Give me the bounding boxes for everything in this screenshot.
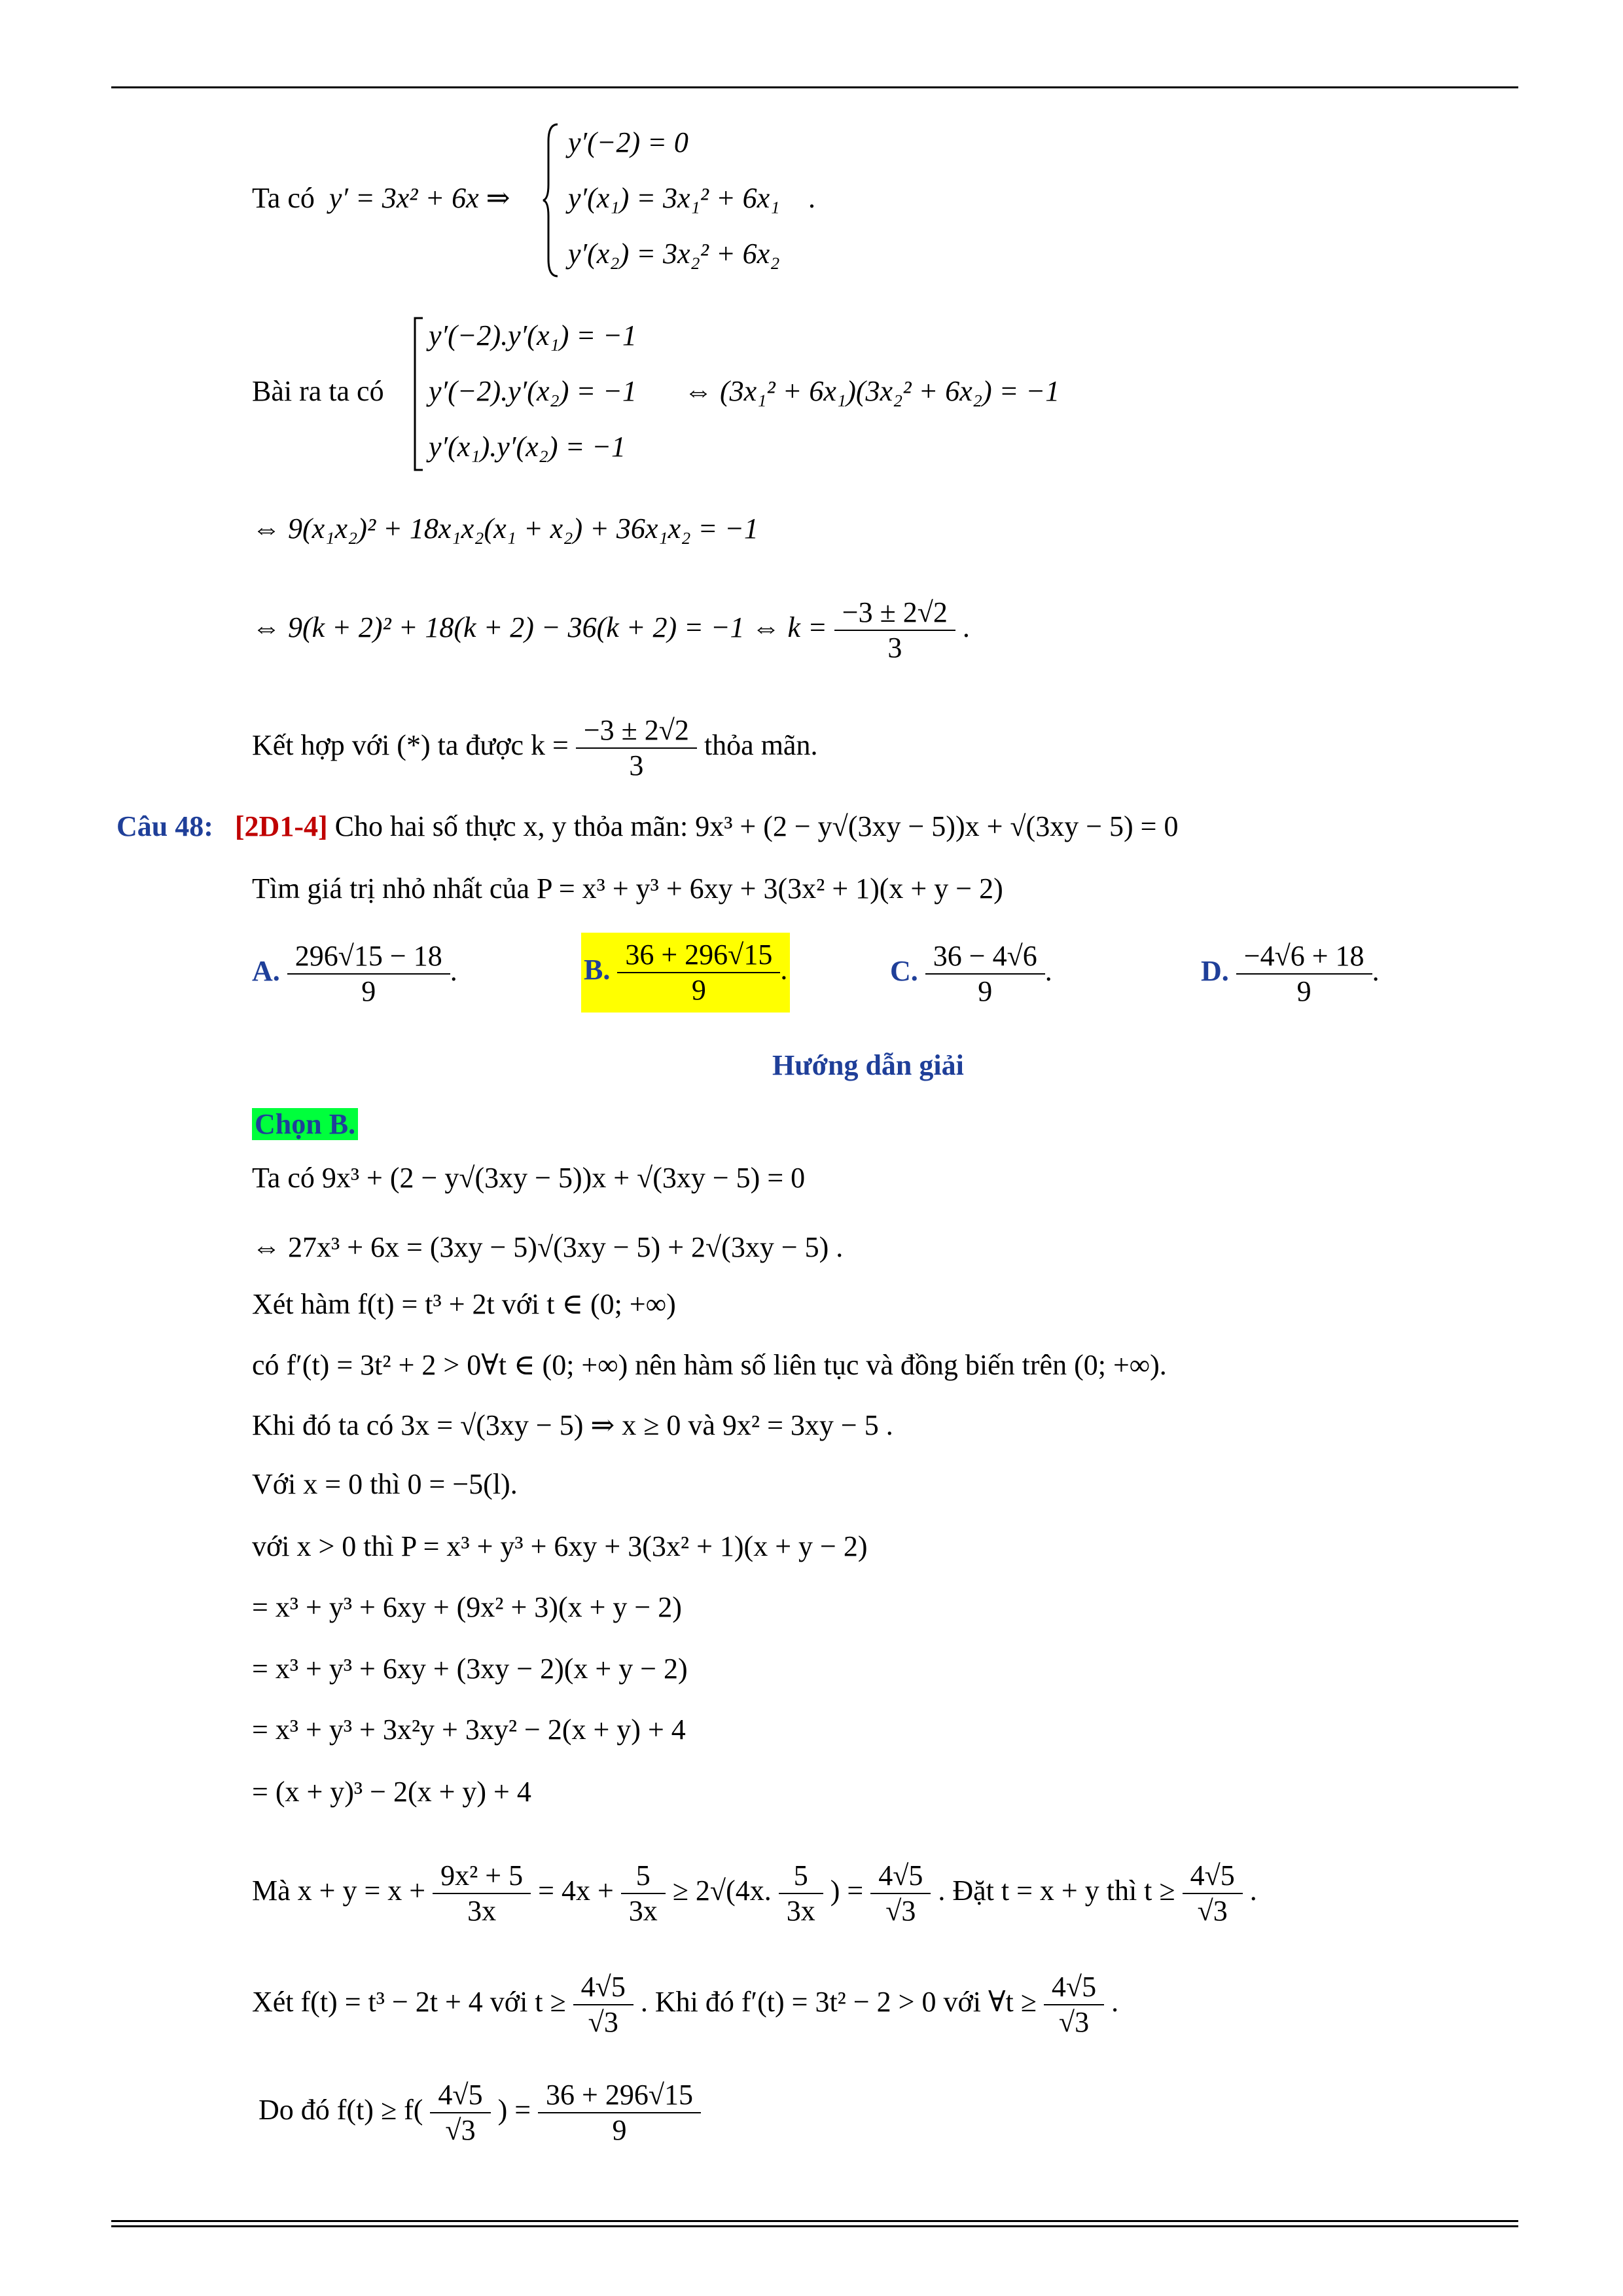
ma-f3n: 5 — [793, 1859, 808, 1892]
xet-end: . — [1111, 1986, 1119, 2018]
option-a-den: 9 — [287, 973, 450, 1009]
option-d-fraction — [1240, 939, 1368, 1009]
ma-f5d: √3 — [1183, 1893, 1243, 1928]
option-b-letter: B. — [584, 954, 611, 986]
option-a-letter: A. — [252, 955, 280, 988]
ma-end: . — [1249, 1874, 1257, 1907]
line5-left: Kết hợp với (*) ta được k = — [252, 729, 569, 762]
equivalence-line-2 — [252, 596, 970, 665]
equivalence-line-1: ⇔ 9(x₁x₂)² + 18x₁x₂(x₁ + x₂) + 36x₁x₂ = −1 — [252, 512, 758, 545]
ma-frac-5 — [1186, 1859, 1239, 1928]
question-task: Tìm giá trị nhỏ nhất của P = x³ + y³ + 6xy + 3(3x² + 1)(x + y − 2) — [252, 872, 1003, 905]
option-b-den: 9 — [617, 972, 780, 1007]
solution-heading: Hướng dẫn giải — [772, 1049, 964, 1081]
ma-frac-1 — [437, 1859, 527, 1928]
option-b-fraction — [621, 938, 776, 1007]
option-c[interactable]: C. $\frac{36 - 4√6}{9}$ . — [890, 940, 1052, 1007]
step-5: Khi đó ta có 3x = √(3xy − 5) ⇒ x ≥ 0 và 9x² = 3xy − 5 . — [252, 1409, 893, 1441]
block1-sys-eq1: y′(−2) = 0 — [568, 126, 688, 158]
xet-f2d: √3 — [1044, 2004, 1104, 2039]
option-c-num: 36 − 4√6 — [933, 940, 1037, 972]
header-rule — [111, 86, 1518, 88]
block2-bracket — [412, 315, 425, 473]
option-b-num: 36 + 296√15 — [625, 939, 773, 971]
step-7: với x > 0 thì P = x³ + y³ + 6xy + 3(3x² + 1)(x + y − 2) — [252, 1530, 868, 1562]
ma-c: ≥ 2√(4x. — [672, 1874, 772, 1907]
step-11: = (x + y)³ − 2(x + y) + 4 — [252, 1776, 531, 1808]
option-a-fraction — [291, 939, 446, 1009]
question-code: [2D1-4] — [234, 810, 328, 842]
step-6: Với x = 0 thì 0 = −5(l). — [252, 1468, 518, 1500]
block2-sys-eq1: y′(−2).y′(x₁) = −1 — [429, 319, 637, 351]
line4-fraction — [838, 596, 952, 665]
do-a: Do đó f(t) ≥ f( — [259, 2094, 423, 2126]
ma-f5n: 4√5 — [1190, 1859, 1235, 1892]
block2-sys-eq2: y′(−2).y′(x₂) = −1 — [429, 375, 637, 407]
xet-frac-1 — [577, 1970, 630, 2039]
question-line — [116, 808, 1179, 845]
block2-tail: ⇔ (3x₁² + 6x₁)(3x₂² + 6x₂) = −1 — [684, 375, 1060, 407]
do-f1n: 4√5 — [438, 2079, 483, 2111]
xet-a: Xét f(t) = t³ − 2t + 4 với t ≥ — [252, 1986, 566, 2018]
ma-d: ) = — [830, 1874, 864, 1907]
ma-f4n: 4√5 — [878, 1859, 923, 1892]
line4-end: . — [962, 611, 970, 644]
option-d-letter: D. — [1201, 955, 1229, 988]
option-c-letter: C. — [890, 955, 918, 988]
chosen-answer: Chọn B. — [252, 1108, 358, 1140]
option-c-fraction — [929, 939, 1041, 1009]
ma-f1d: 3x — [433, 1893, 531, 1928]
footer-rule-1 — [111, 2220, 1518, 2222]
ma-frac-3 — [783, 1859, 819, 1928]
ma-e: . Đặt t = x + y thì t ≥ — [938, 1874, 1175, 1907]
step-9: = x³ + y³ + 6xy + (3xy − 2)(x + y − 2) — [252, 1653, 688, 1685]
block1-lead-line — [252, 180, 510, 217]
ma-a: Mà x + y = x + — [252, 1874, 426, 1907]
ma-f2d: 3x — [621, 1893, 666, 1928]
do-f2n: 36 + 296√15 — [546, 2079, 694, 2111]
question-label: Câu 48: — [116, 810, 213, 842]
ma-frac-2 — [625, 1859, 662, 1928]
line5-num: −3 ± 2√2 — [583, 714, 689, 746]
final-line — [259, 2078, 701, 2147]
option-d[interactable]: D. $\frac{-4√6 + 18}{9}$ . — [1201, 940, 1380, 1007]
step-3: Xét hàm f(t) = t³ + 2t với t ∈ (0; +∞) — [252, 1288, 676, 1320]
xet-frac-2 — [1048, 1970, 1100, 2039]
xet-f1n: 4√5 — [580, 1971, 626, 2003]
option-d-num: −4√6 + 18 — [1243, 940, 1364, 972]
step-8: = x³ + y³ + 6xy + (9x² + 3)(x + y − 2) — [252, 1591, 682, 1623]
option-b[interactable]: B. $\frac{36 + 296√15}{9}$ . — [581, 933, 790, 1013]
line5-fraction — [580, 713, 693, 783]
block1-end: . — [808, 182, 815, 214]
xet-f2n: 4√5 — [1051, 1971, 1097, 2003]
block1-lead: Ta có — [252, 182, 315, 214]
ma-b: = 4x + — [538, 1874, 614, 1907]
line5-right: thỏa mãn. — [704, 729, 818, 762]
do-f1d: √3 — [430, 2112, 490, 2147]
step-4: có f′(t) = 3t² + 2 > 0∀t ∈ (0; +∞) nên hàm số liên tục và đồng biến trên (0; +∞). — [252, 1349, 1167, 1381]
ma-f1n: 9x² + 5 — [440, 1859, 524, 1892]
block1-derivative: y′ = 3x² + 6x ⇒ — [329, 182, 510, 214]
ma-f4d: √3 — [870, 1893, 931, 1928]
do-frac-2 — [542, 2078, 697, 2147]
do-frac-1 — [434, 2078, 486, 2147]
line4-num: −3 ± 2√2 — [842, 596, 948, 628]
do-f2d: 9 — [538, 2112, 701, 2147]
option-c-den: 9 — [925, 973, 1045, 1009]
conclusion-line — [252, 713, 817, 783]
block1-sys-eq2: y′(x₁) = 3x₁² + 6x₁ — [568, 182, 780, 214]
xet-f1d: √3 — [573, 2004, 633, 2039]
block2-sys-eq3: y′(x₁).y′(x₂) = −1 — [429, 431, 626, 463]
step-10: = x³ + y³ + 3x²y + 3xy² − 2(x + y) + 4 — [252, 1713, 686, 1746]
line4-left: ⇔ 9(k + 2)² + 18(k + 2) − 36(k + 2) = −1 ⇔ k = — [252, 611, 827, 644]
option-a-num: 296√15 − 18 — [294, 940, 442, 972]
option-d-den: 9 — [1236, 973, 1372, 1009]
option-a[interactable]: A. $\frac{296√15 - 18}{9}$ . — [252, 940, 457, 1007]
derivative-check-line — [252, 1970, 1118, 2039]
ma-f2n: 5 — [635, 1859, 651, 1892]
inequality-line — [252, 1859, 1257, 1928]
block1-sys-eq3: y′(x₂) = 3x₂² + 6x₂ — [568, 238, 780, 270]
step-2: ⇔ 27x³ + 6x = (3xy − 5)√(3xy − 5) + 2√(3xy − 5) . — [252, 1231, 844, 1263]
question-text: Cho hai số thực x, y thỏa mãn: 9x³ + (2 − y√(3xy − 5))x + √(3xy − 5) = 0 — [334, 810, 1179, 842]
line5-den: 3 — [576, 747, 697, 783]
xet-b: . Khi đó f′(t) = 3t² − 2 > 0 với ∀t ≥ — [640, 1986, 1037, 2018]
line4-den: 3 — [834, 630, 955, 665]
block2-lead: Bài ra ta có — [252, 375, 384, 407]
block1-brace — [542, 122, 562, 279]
ma-f3d: 3x — [779, 1893, 823, 1928]
ma-frac-4 — [874, 1859, 927, 1928]
footer-rule-2 — [111, 2225, 1518, 2227]
step-1: Ta có 9x³ + (2 − y√(3xy − 5))x + √(3xy − 5) = 0 — [252, 1162, 806, 1194]
do-b: ) = — [497, 2094, 531, 2126]
